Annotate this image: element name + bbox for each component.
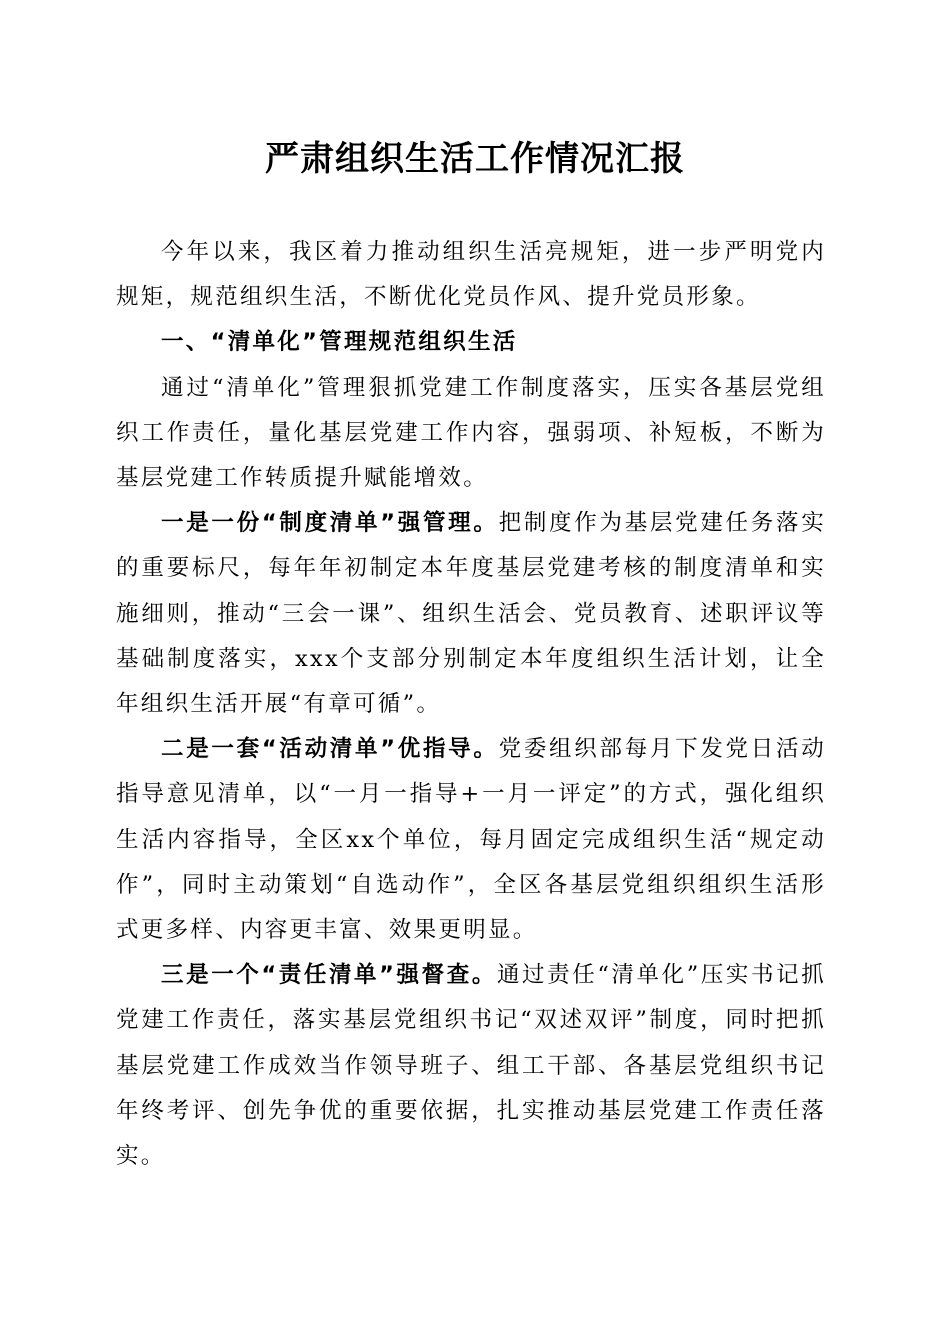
item-lead-1: 一是一份“制度清单”强管理。 [161, 510, 499, 537]
item-paragraph-3 [116, 953, 826, 1179]
item-paragraph-2 [116, 727, 826, 953]
item-text-2: 党委组织部每月下发党日活动指导意见清单，以“一月一指导+一月一评定”的方式，强化组织生活内容指导，全区xx个单位，每月固定完成组织生活“规定动作”，同时主动策划“自选动作”，全区各基层党组织组织生活形式更多样、内容更丰富、效果更明显。 [116, 736, 827, 944]
item-lead-3: 三是一个“责任清单”强督查。 [161, 962, 497, 989]
item-paragraph-1 [116, 501, 826, 727]
item-text-3: 通过责任“清单化”压实书记抓党建工作责任，落实基层党组织书记“双述双评”制度，同时把抓基层党建工作成效当作领导班子、组工干部、各基层党组织书记年终考评、创先争优的重要依据，扎实推动基层党建工作责任落实。 [116, 962, 826, 1170]
item-text-1: 把制度作为基层党建任务落实的重要标尺，每年年初制定本年度基层党建考核的制度清单和实施细则，推动“三会一课”、组织生活会、党员教育、述职评议等基础制度落实，xxx个支部分别制定本年度组织生活计划，让全年组织生活开展“有章可循”。 [116, 510, 827, 718]
item-lead-2: 二是一套“活动清单”优指导。 [161, 736, 499, 763]
section-heading: 一、“清单化”管理规范组织生活 [161, 329, 518, 356]
document-title: 严肃组织生活工作情况汇报 [265, 139, 685, 179]
section-summary-paragraph: 通过“清单化”管理狠抓党建工作制度落实，压实各基层党组织工作责任，量化基层党建工作内容，强弱项、补短板，不断为基层党建工作转质提升赋能增效。 [116, 374, 826, 492]
intro-paragraph: 今年以来，我区着力推动组织生活亮规矩，进一步严明党内规矩，规范组织生活，不断优化党员作风、提升党员形象。 [116, 239, 826, 311]
document-body [116, 230, 826, 1179]
